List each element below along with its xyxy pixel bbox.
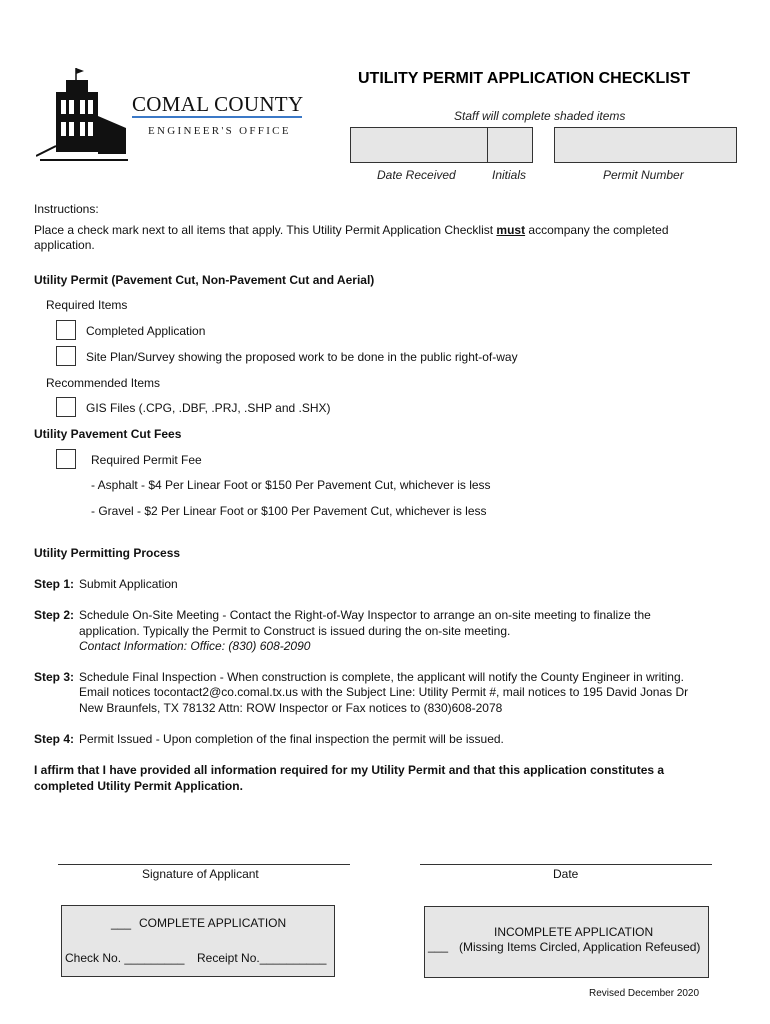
date-received-label: Date Received [377, 168, 456, 182]
permit-section-heading: Utility Permit (Pavement Cut, Non-Pavement Cut and Aerial) [34, 273, 375, 287]
affirmation-line-2: completed Utility Permit Application. [34, 779, 243, 793]
brand-subtitle: ENGINEER'S OFFICE [148, 125, 291, 137]
revision-date: Revised December 2020 [589, 988, 700, 999]
required-items-label: Required Items [46, 298, 128, 312]
gis-files-label: GIS Files (.CPG, .DBF, .PRJ, .SHP and .SHX) [86, 401, 331, 415]
step-1-text: Submit Application [79, 577, 178, 591]
step-2-line-1: Schedule On-Site Meeting - Contact the Right-of-Way Inspector to arrange an on-site meeting to finalize the [79, 608, 651, 622]
complete-blank[interactable]: ___ [111, 916, 132, 930]
check-number-field[interactable]: Check No. _________ [65, 951, 185, 965]
incomplete-blank[interactable]: ___ [428, 939, 449, 953]
recommended-items-label: Recommended Items [46, 376, 161, 390]
step-4-text: Permit Issued - Upon completion of the final inspection the permit will be issued. [79, 732, 504, 746]
step-3-line-2: Email notices tocontact2@co.comal.tx.us with the Subject Line: Utility Permit #, mail notices to 195 David Jonas Dr [79, 685, 689, 699]
initials-label: Initials [492, 168, 527, 182]
checkbox-site-plan[interactable] [56, 346, 76, 366]
signature-line[interactable] [58, 864, 350, 865]
process-heading: Utility Permitting Process [34, 546, 181, 560]
incomplete-note: (Missing Items Circled, Application Refeused) [459, 940, 701, 954]
receipt-number-field[interactable]: Receipt No.__________ [197, 951, 327, 965]
instructions-line-2: application. [34, 238, 95, 252]
checkbox-permit-fee[interactable] [56, 449, 76, 469]
permit-number-label: Permit Number [603, 168, 684, 182]
step-2-line-2: application. Typically the Permit to Construct is issued during the on-site meeting. [79, 624, 511, 638]
fees-section-heading: Utility Pavement Cut Fees [34, 427, 182, 441]
complete-application-label: COMPLETE APPLICATION [139, 916, 287, 930]
instructions-heading: Instructions: [34, 202, 99, 216]
brand-name: COMAL COUNTY [132, 92, 304, 116]
affirmation-line-1: I affirm that I have provided all information required for my Utility Permit and that this application constitutes a [34, 763, 665, 777]
checkbox-completed-application[interactable] [56, 320, 76, 340]
permit-number-field[interactable] [554, 127, 737, 163]
initials-field[interactable] [487, 127, 533, 163]
step-3-label: Step 3: [34, 670, 75, 684]
signature-label: Signature of Applicant [142, 867, 259, 881]
date-label: Date [553, 867, 579, 881]
page-title: UTILITY PERMIT APPLICATION CHECKLIST [358, 70, 691, 87]
must-emphasis: must [496, 223, 526, 237]
brand-underline [132, 116, 302, 118]
staff-note: Staff will complete shaded items [454, 109, 626, 123]
courthouse-logo-icon [36, 64, 132, 164]
incomplete-application-label: INCOMPLETE APPLICATION [494, 925, 654, 939]
asphalt-fee: - Asphalt - $4 Per Linear Foot or $150 Per Pavement Cut, whichever is less [91, 478, 491, 492]
date-line[interactable] [420, 864, 712, 865]
instructions-line-1: Place a check mark next to all items that apply. This Utility Permit Application Checklist must accompany the completed [34, 223, 669, 237]
step-1-label: Step 1: [34, 577, 75, 591]
step-4-label: Step 4: [34, 732, 75, 746]
step-3-line-1: Schedule Final Inspection - When construction is complete, the applicant will notify the County Engineer in writing. [79, 670, 684, 684]
checkbox-gis-files[interactable] [56, 397, 76, 417]
step-3-line-3: New Braunfels, TX 78132 Attn: ROW Inspector or Fax notices to (830)608-2078 [79, 701, 503, 715]
site-plan-label: Site Plan/Survey showing the proposed work to be done in the public right-of-way [86, 350, 518, 364]
gravel-fee: - Gravel - $2 Per Linear Foot or $100 Per Pavement Cut, whichever is less [91, 504, 487, 518]
date-received-field[interactable] [350, 127, 488, 163]
completed-application-label: Completed Application [86, 324, 206, 338]
step-2-label: Step 2: [34, 608, 75, 622]
permit-fee-label: Required Permit Fee [91, 453, 202, 467]
step-2-contact: Contact Information: Office: (830) 608-2090 [79, 639, 311, 653]
